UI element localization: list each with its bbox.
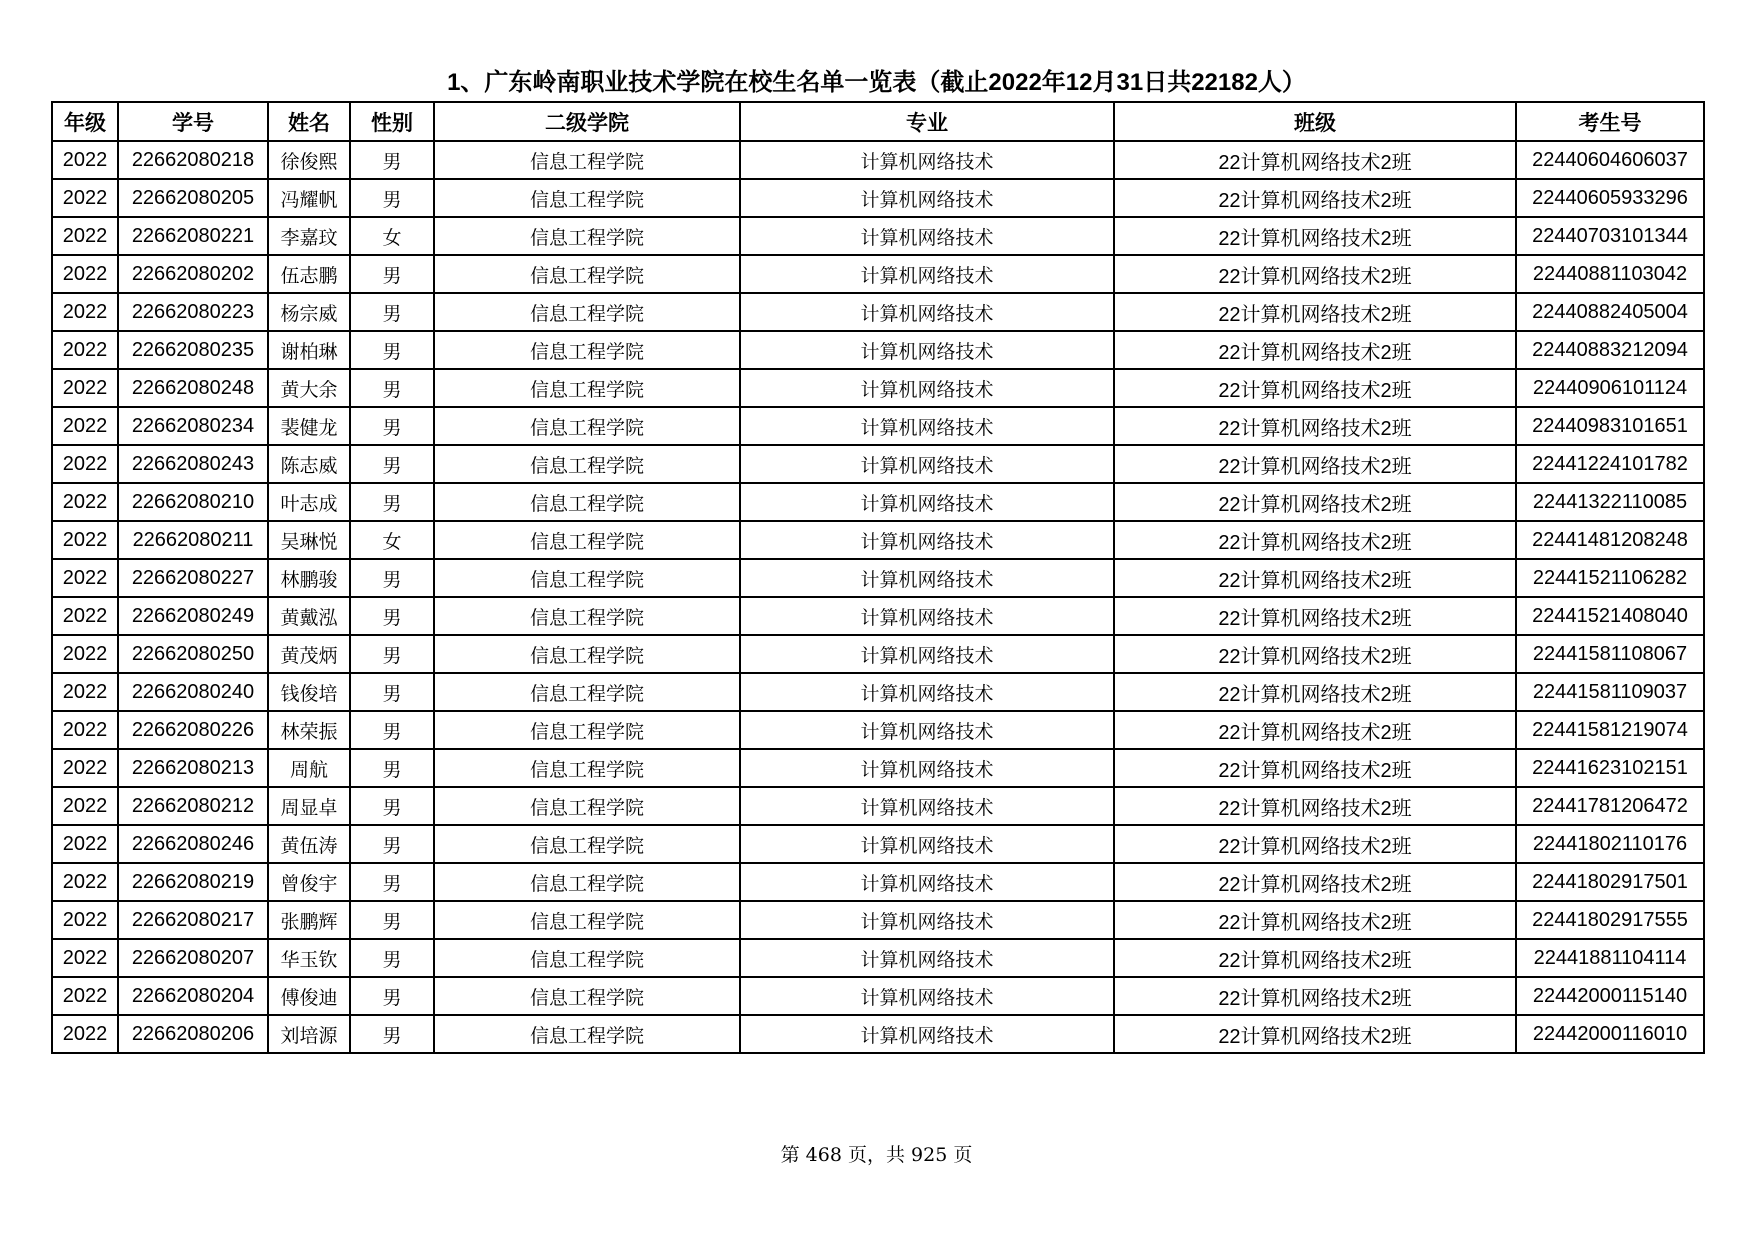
- cell-class: 22计算机网络技术2班: [1114, 901, 1516, 939]
- cell-name: 刘培源: [268, 1015, 350, 1053]
- cell-name: 林荣振: [268, 711, 350, 749]
- cell-student-id: 22662080210: [118, 483, 268, 521]
- cell-class: 22计算机网络技术2班: [1114, 521, 1516, 559]
- cell-exam-number: 22441581108067: [1516, 635, 1704, 673]
- col-header-major: 专业: [740, 102, 1114, 141]
- cell-student-id: 22662080205: [118, 179, 268, 217]
- cell-grade: 2022: [52, 217, 118, 255]
- cell-student-id: 22662080218: [118, 141, 268, 179]
- cell-grade: 2022: [52, 977, 118, 1015]
- cell-class: 22计算机网络技术2班: [1114, 293, 1516, 331]
- cell-major: 计算机网络技术: [740, 445, 1114, 483]
- cell-student-id: 22662080211: [118, 521, 268, 559]
- cell-name: 伍志鹏: [268, 255, 350, 293]
- cell-exam-number: 22442000116010: [1516, 1015, 1704, 1053]
- table-row: [52, 407, 1704, 445]
- cell-major: 计算机网络技术: [740, 825, 1114, 863]
- table-row: [52, 255, 1704, 293]
- cell-grade: 2022: [52, 787, 118, 825]
- cell-name: 林鹏骏: [268, 559, 350, 597]
- cell-name: 叶志成: [268, 483, 350, 521]
- cell-gender: 男: [350, 825, 434, 863]
- cell-class: 22计算机网络技术2班: [1114, 217, 1516, 255]
- cell-student-id: 22662080207: [118, 939, 268, 977]
- cell-gender: 男: [350, 749, 434, 787]
- page-title: 1、广东岭南职业技术学院在校生名单一览表（截止2022年12月31日共22182人）: [447, 69, 1306, 96]
- cell-college: 信息工程学院: [434, 825, 740, 863]
- cell-name: 周航: [268, 749, 350, 787]
- cell-student-id: 22662080240: [118, 673, 268, 711]
- cell-student-id: 22662080226: [118, 711, 268, 749]
- table-row: [52, 863, 1704, 901]
- cell-major: 计算机网络技术: [740, 293, 1114, 331]
- cell-class: 22计算机网络技术2班: [1114, 331, 1516, 369]
- cell-grade: 2022: [52, 483, 118, 521]
- cell-grade: 2022: [52, 825, 118, 863]
- cell-grade: 2022: [52, 407, 118, 445]
- table-row: [52, 977, 1704, 1015]
- cell-exam-number: 22441521408040: [1516, 597, 1704, 635]
- cell-name: 黄茂炳: [268, 635, 350, 673]
- cell-college: 信息工程学院: [434, 939, 740, 977]
- table-row: [52, 939, 1704, 977]
- col-header-name: 姓名: [268, 102, 350, 141]
- cell-gender: 男: [350, 559, 434, 597]
- cell-college: 信息工程学院: [434, 217, 740, 255]
- cell-grade: 2022: [52, 293, 118, 331]
- cell-college: 信息工程学院: [434, 293, 740, 331]
- cell-major: 计算机网络技术: [740, 255, 1114, 293]
- cell-name: 冯耀帆: [268, 179, 350, 217]
- cell-major: 计算机网络技术: [740, 407, 1114, 445]
- cell-student-id: 22662080250: [118, 635, 268, 673]
- cell-grade: 2022: [52, 635, 118, 673]
- cell-gender: 男: [350, 407, 434, 445]
- cell-gender: 男: [350, 369, 434, 407]
- cell-major: 计算机网络技术: [740, 331, 1114, 369]
- cell-grade: 2022: [52, 445, 118, 483]
- table-body: [52, 141, 1704, 1053]
- table-row: [52, 445, 1704, 483]
- cell-major: 计算机网络技术: [740, 483, 1114, 521]
- cell-exam-number: 22440881103042: [1516, 255, 1704, 293]
- cell-class: 22计算机网络技术2班: [1114, 711, 1516, 749]
- cell-student-id: 22662080246: [118, 825, 268, 863]
- cell-exam-number: 22441623102151: [1516, 749, 1704, 787]
- cell-gender: 男: [350, 711, 434, 749]
- table-row: [52, 521, 1704, 559]
- cell-grade: 2022: [52, 141, 118, 179]
- cell-college: 信息工程学院: [434, 483, 740, 521]
- cell-major: 计算机网络技术: [740, 1015, 1114, 1053]
- cell-major: 计算机网络技术: [740, 711, 1114, 749]
- table-row: [52, 217, 1704, 255]
- cell-student-id: 22662080227: [118, 559, 268, 597]
- cell-exam-number: 22440703101344: [1516, 217, 1704, 255]
- cell-exam-number: 22441802110176: [1516, 825, 1704, 863]
- cell-major: 计算机网络技术: [740, 597, 1114, 635]
- cell-name: 裴健龙: [268, 407, 350, 445]
- cell-student-id: 22662080206: [118, 1015, 268, 1053]
- cell-major: 计算机网络技术: [740, 217, 1114, 255]
- cell-student-id: 22662080217: [118, 901, 268, 939]
- cell-student-id: 22662080243: [118, 445, 268, 483]
- cell-exam-number: 22441781206472: [1516, 787, 1704, 825]
- table-row: [52, 141, 1704, 179]
- cell-class: 22计算机网络技术2班: [1114, 977, 1516, 1015]
- cell-student-id: 22662080219: [118, 863, 268, 901]
- cell-college: 信息工程学院: [434, 711, 740, 749]
- cell-major: 计算机网络技术: [740, 939, 1114, 977]
- cell-gender: 男: [350, 141, 434, 179]
- cell-class: 22计算机网络技术2班: [1114, 787, 1516, 825]
- cell-student-id: 22662080221: [118, 217, 268, 255]
- cell-class: 22计算机网络技术2班: [1114, 255, 1516, 293]
- cell-name: 华玉钦: [268, 939, 350, 977]
- cell-class: 22计算机网络技术2班: [1114, 825, 1516, 863]
- cell-grade: 2022: [52, 939, 118, 977]
- cell-major: 计算机网络技术: [740, 369, 1114, 407]
- cell-exam-number: 22441224101782: [1516, 445, 1704, 483]
- cell-name: 黄戴泓: [268, 597, 350, 635]
- table-row: [52, 559, 1704, 597]
- cell-college: 信息工程学院: [434, 369, 740, 407]
- cell-major: 计算机网络技术: [740, 141, 1114, 179]
- cell-grade: 2022: [52, 331, 118, 369]
- table-row: [52, 293, 1704, 331]
- cell-exam-number: 22440906101124: [1516, 369, 1704, 407]
- table-row: [52, 825, 1704, 863]
- cell-class: 22计算机网络技术2班: [1114, 445, 1516, 483]
- cell-grade: 2022: [52, 179, 118, 217]
- cell-exam-number: 22440983101651: [1516, 407, 1704, 445]
- cell-major: 计算机网络技术: [740, 787, 1114, 825]
- cell-major: 计算机网络技术: [740, 521, 1114, 559]
- cell-gender: 男: [350, 977, 434, 1015]
- cell-exam-number: 22440882405004: [1516, 293, 1704, 331]
- col-header-college: 二级学院: [434, 102, 740, 141]
- cell-exam-number: 22441481208248: [1516, 521, 1704, 559]
- cell-gender: 男: [350, 939, 434, 977]
- cell-exam-number: 22441881104114: [1516, 939, 1704, 977]
- table-row: [52, 597, 1704, 635]
- cell-grade: 2022: [52, 597, 118, 635]
- cell-name: 李嘉玟: [268, 217, 350, 255]
- cell-class: 22计算机网络技术2班: [1114, 673, 1516, 711]
- cell-student-id: 22662080234: [118, 407, 268, 445]
- cell-class: 22计算机网络技术2班: [1114, 939, 1516, 977]
- table-row: [52, 179, 1704, 217]
- cell-major: 计算机网络技术: [740, 863, 1114, 901]
- table-row: [52, 635, 1704, 673]
- cell-class: 22计算机网络技术2班: [1114, 407, 1516, 445]
- cell-major: 计算机网络技术: [740, 901, 1114, 939]
- cell-gender: 男: [350, 901, 434, 939]
- cell-name: 黄大余: [268, 369, 350, 407]
- cell-student-id: 22662080204: [118, 977, 268, 1015]
- cell-gender: 女: [350, 217, 434, 255]
- cell-class: 22计算机网络技术2班: [1114, 369, 1516, 407]
- cell-class: 22计算机网络技术2班: [1114, 179, 1516, 217]
- table-row: [52, 711, 1704, 749]
- cell-class: 22计算机网络技术2班: [1114, 559, 1516, 597]
- cell-gender: 男: [350, 445, 434, 483]
- cell-gender: 男: [350, 597, 434, 635]
- cell-class: 22计算机网络技术2班: [1114, 483, 1516, 521]
- col-header-student-id: 学号: [118, 102, 268, 141]
- cell-class: 22计算机网络技术2班: [1114, 597, 1516, 635]
- cell-gender: 男: [350, 863, 434, 901]
- cell-gender: 男: [350, 293, 434, 331]
- cell-college: 信息工程学院: [434, 901, 740, 939]
- cell-college: 信息工程学院: [434, 749, 740, 787]
- cell-major: 计算机网络技术: [740, 179, 1114, 217]
- cell-exam-number: 22441581219074: [1516, 711, 1704, 749]
- cell-grade: 2022: [52, 901, 118, 939]
- cell-student-id: 22662080249: [118, 597, 268, 635]
- cell-name: 陈志威: [268, 445, 350, 483]
- col-header-gender: 性别: [350, 102, 434, 141]
- student-roster-table: [51, 101, 1705, 1054]
- cell-grade: 2022: [52, 369, 118, 407]
- cell-college: 信息工程学院: [434, 1015, 740, 1053]
- table-row: [52, 331, 1704, 369]
- cell-college: 信息工程学院: [434, 787, 740, 825]
- cell-student-id: 22662080212: [118, 787, 268, 825]
- cell-college: 信息工程学院: [434, 179, 740, 217]
- cell-gender: 男: [350, 787, 434, 825]
- table-row: [52, 901, 1704, 939]
- cell-college: 信息工程学院: [434, 445, 740, 483]
- cell-gender: 男: [350, 331, 434, 369]
- cell-grade: 2022: [52, 863, 118, 901]
- cell-name: 周显卓: [268, 787, 350, 825]
- cell-name: 吴琳悦: [268, 521, 350, 559]
- table-row: [52, 787, 1704, 825]
- table-row: [52, 673, 1704, 711]
- cell-gender: 男: [350, 1015, 434, 1053]
- cell-grade: 2022: [52, 749, 118, 787]
- cell-exam-number: 22441581109037: [1516, 673, 1704, 711]
- cell-college: 信息工程学院: [434, 521, 740, 559]
- cell-student-id: 22662080213: [118, 749, 268, 787]
- cell-grade: 2022: [52, 1015, 118, 1053]
- cell-grade: 2022: [52, 521, 118, 559]
- cell-exam-number: 22440604606037: [1516, 141, 1704, 179]
- cell-college: 信息工程学院: [434, 977, 740, 1015]
- cell-gender: 男: [350, 179, 434, 217]
- cell-college: 信息工程学院: [434, 559, 740, 597]
- cell-college: 信息工程学院: [434, 635, 740, 673]
- page-footer: 第 468 页，共 925 页: [780, 1144, 973, 1166]
- cell-major: 计算机网络技术: [740, 977, 1114, 1015]
- cell-major: 计算机网络技术: [740, 749, 1114, 787]
- cell-college: 信息工程学院: [434, 673, 740, 711]
- cell-gender: 男: [350, 635, 434, 673]
- cell-class: 22计算机网络技术2班: [1114, 749, 1516, 787]
- cell-class: 22计算机网络技术2班: [1114, 635, 1516, 673]
- cell-name: 张鹏辉: [268, 901, 350, 939]
- cell-college: 信息工程学院: [434, 863, 740, 901]
- col-header-class: 班级: [1114, 102, 1516, 141]
- cell-name: 傅俊迪: [268, 977, 350, 1015]
- cell-grade: 2022: [52, 711, 118, 749]
- cell-exam-number: 22440883212094: [1516, 331, 1704, 369]
- cell-exam-number: 22440605933296: [1516, 179, 1704, 217]
- cell-grade: 2022: [52, 673, 118, 711]
- cell-grade: 2022: [52, 255, 118, 293]
- cell-exam-number: 22441521106282: [1516, 559, 1704, 597]
- cell-college: 信息工程学院: [434, 597, 740, 635]
- cell-college: 信息工程学院: [434, 331, 740, 369]
- cell-college: 信息工程学院: [434, 407, 740, 445]
- cell-name: 杨宗威: [268, 293, 350, 331]
- col-header-exam-number: 考生号: [1516, 102, 1704, 141]
- table-row: [52, 1015, 1704, 1053]
- cell-gender: 女: [350, 521, 434, 559]
- cell-name: 徐俊熙: [268, 141, 350, 179]
- cell-student-id: 22662080223: [118, 293, 268, 331]
- cell-name: 谢柏琳: [268, 331, 350, 369]
- cell-student-id: 22662080235: [118, 331, 268, 369]
- cell-gender: 男: [350, 255, 434, 293]
- cell-major: 计算机网络技术: [740, 635, 1114, 673]
- cell-gender: 男: [350, 673, 434, 711]
- cell-exam-number: 22442000115140: [1516, 977, 1704, 1015]
- cell-class: 22计算机网络技术2班: [1114, 1015, 1516, 1053]
- cell-major: 计算机网络技术: [740, 673, 1114, 711]
- cell-name: 钱俊培: [268, 673, 350, 711]
- cell-class: 22计算机网络技术2班: [1114, 141, 1516, 179]
- cell-exam-number: 22441802917555: [1516, 901, 1704, 939]
- cell-major: 计算机网络技术: [740, 559, 1114, 597]
- cell-exam-number: 22441322110085: [1516, 483, 1704, 521]
- table-row: [52, 483, 1704, 521]
- table-row: [52, 749, 1704, 787]
- cell-gender: 男: [350, 483, 434, 521]
- cell-student-id: 22662080248: [118, 369, 268, 407]
- table-row: [52, 369, 1704, 407]
- cell-college: 信息工程学院: [434, 255, 740, 293]
- cell-college: 信息工程学院: [434, 141, 740, 179]
- cell-name: 曾俊宇: [268, 863, 350, 901]
- cell-name: 黄伍涛: [268, 825, 350, 863]
- cell-class: 22计算机网络技术2班: [1114, 863, 1516, 901]
- cell-grade: 2022: [52, 559, 118, 597]
- col-header-grade: 年级: [52, 102, 118, 141]
- table-header-row: [52, 102, 1704, 141]
- cell-exam-number: 22441802917501: [1516, 863, 1704, 901]
- cell-student-id: 22662080202: [118, 255, 268, 293]
